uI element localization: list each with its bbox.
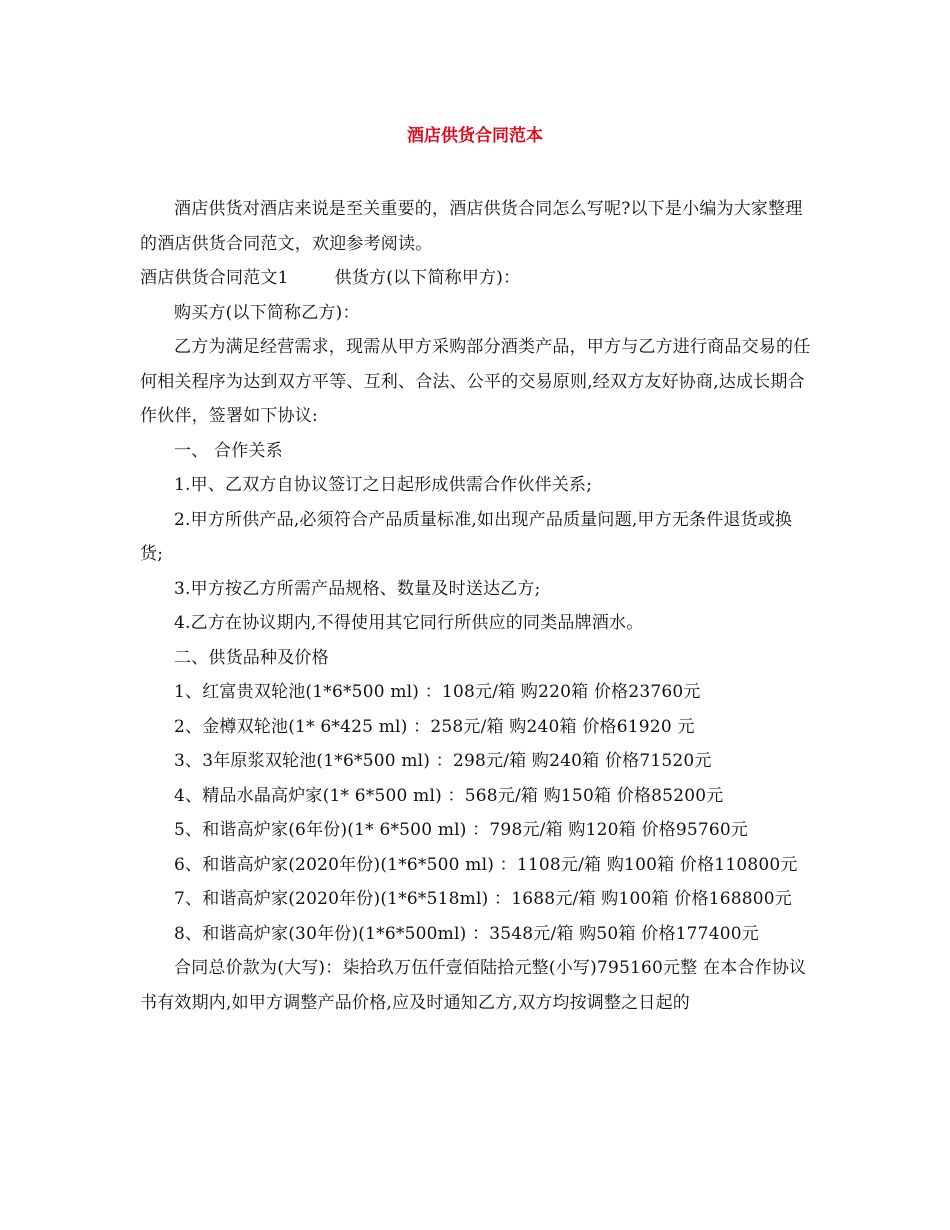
product-item-3: 3、3年原浆双轮池(1*6*500 ml) ：298元/箱 购240箱 价格71520元: [174, 751, 712, 771]
product-item-8: 8、和谐高炉家(30年份)(1*6*500ml) ：3548元/箱 购50箱 价格177400元: [174, 923, 759, 944]
document-title: 酒店供货合同范本: [407, 126, 543, 146]
paragraph-buyer: 购买方(以下简称乙方)：: [174, 302, 360, 323]
paragraph-total-price: 合同总价款为(大写)：柒拾玖万伍仟壹佰陆拾元整(小写)795160元整 在本合作协议书有效期内,如甲方调整产品价格,应及时通知乙方,双方均按调整之日起的: [140, 958, 807, 1013]
product-item-2: 2、金樽双轮池(1* 6*425 ml) ：258元/箱 购240箱 价格61920 元: [174, 716, 695, 737]
clause-2: 2.甲方所供产品,必须符合产品质量标准,如出现产品质量问题,甲方无条件退货或换货;: [140, 509, 793, 564]
clause-3: 3.甲方按乙方所需产品规格、数量及时送达乙方;: [174, 578, 541, 599]
document-body: [140, 192, 812, 1020]
product-item-7: 7、和谐高炉家(2020年份)(1*6*518ml) ：1688元/箱 购100箱 价格168800元: [174, 889, 792, 909]
product-item-6: 6、和谐高炉家(2020年份)(1*6*500 ml) ：1108元/箱 购100箱 价格110800元: [174, 854, 798, 875]
paragraph-intro: 酒店供货对酒店来说是至关重要的，酒店供货合同怎么写呢?以下是小编为大家整理的酒店供货合同范文，欢迎参考阅读。: [140, 199, 803, 254]
product-item-4: 4、精品水晶高炉家(1* 6*500 ml) ：568元/箱 购150箱 价格85200元: [174, 785, 724, 806]
paragraph-purpose: 乙方为满足经营需求，现需从甲方采购部分酒类产品，甲方与乙方进行商品交易的任何相关程序为达到双方平等、互利、合法、公平的交易原则,经双方友好协商,达成长期合作伙伴，签署如下协议:: [140, 337, 811, 426]
product-item-1: 1、红富贵双轮池(1*6*500 ml) ：108元/箱 购220箱 价格23760元: [174, 682, 701, 702]
supplier-label: 供货方(以下简称甲方)：: [334, 268, 521, 288]
clause-1: 1.甲、乙双方自协议签订之日起形成供需合作伙伴关系;: [174, 475, 593, 495]
paragraph-heading-line: [140, 261, 812, 296]
section-heading-products: 二、供货品种及价格: [174, 647, 329, 668]
product-item-5: 5、和谐高炉家(6年份)(1* 6*500 ml) ：798元/箱 购120箱 价格95760元: [174, 820, 749, 840]
sample-heading: 酒店供货合同范文1: [140, 268, 289, 288]
clause-4: 4.乙方在协议期内,不得使用其它同行所供应的同类品牌酒水。: [174, 613, 644, 633]
section-heading-cooperation: 一、 合作关系: [174, 440, 283, 461]
